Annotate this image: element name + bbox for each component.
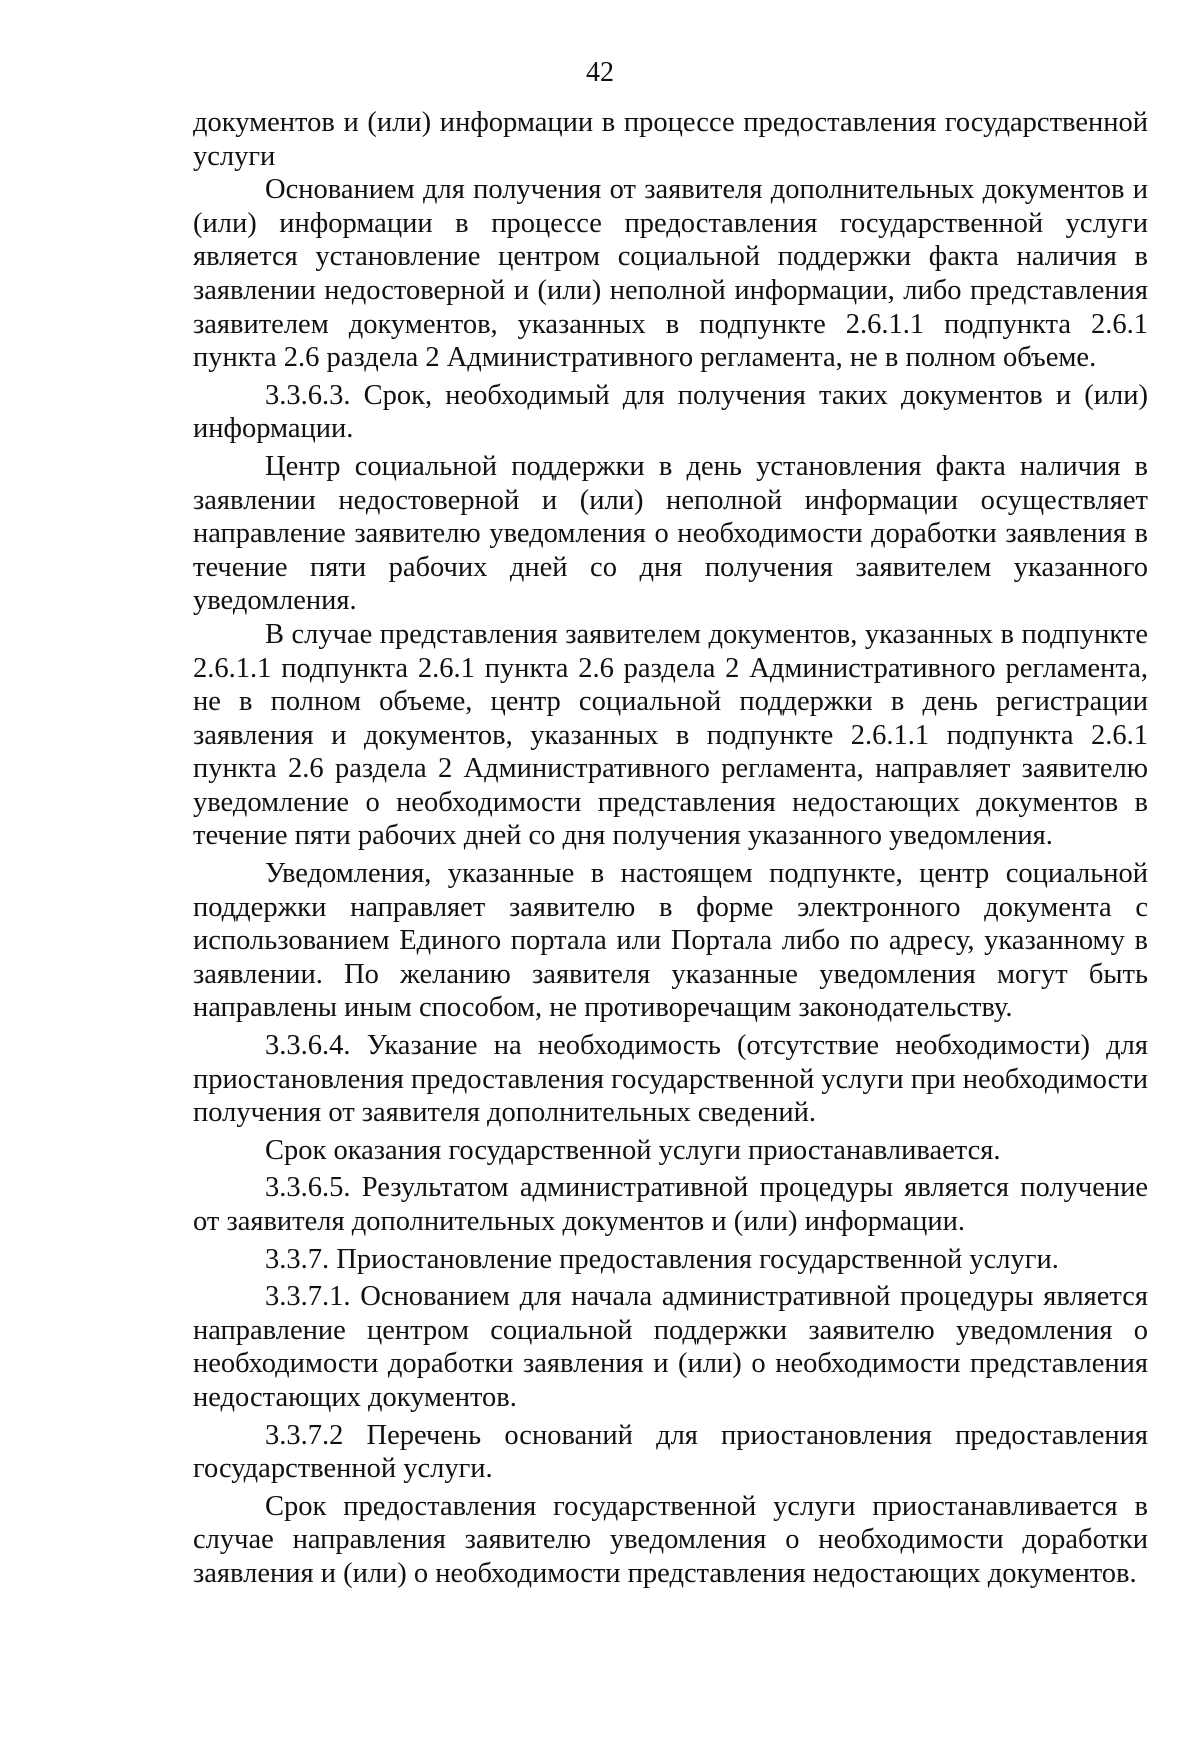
- paragraph-3-3-7-2: 3.3.7.2 Перечень оснований для приостановления предоставления государственной услуги.: [193, 1419, 1148, 1485]
- paragraph-3-3-7-1: 3.3.7.1. Основанием для начала административной процедуры является направление центром социальной поддержки заявителю уведомления о необходимости доработки заявления и (или) о необходимости представления недостающих документов.: [193, 1281, 1148, 1413]
- paragraph-3-3-7: 3.3.7. Приостановление предоставления государственной услуги.: [265, 1243, 1059, 1275]
- paragraph-social-center: Центр социальной поддержки в день установления факта наличия в заявлении недостоверной и (или) неполной информации осуществляет направление заявителю уведомления о необходимости доработки заявления в течение пяти рабочих дней со дня получения заявителем указанного уведомления.: [193, 450, 1148, 617]
- paragraph-heading-continuation: документов и (или) информации в процессе предоставления государственной услуги: [193, 107, 1148, 172]
- paragraph-grounds: Основанием для получения от заявителя дополнительных документов и (или) информации в процессе предоставления государственной услуги является установление центром социальной поддержки факта наличия в заявлении недостоверной и (или) неполной информации, либо представления заявителем документов, указанных в подпункте 2.6.1.1 подпункта 2.6.1 пункта 2.6 раздела 2 Административного регламента, не в полном объеме.: [193, 174, 1148, 374]
- document-body: [193, 106, 1148, 1591]
- page-number: 42: [586, 57, 614, 88]
- paragraph-3-3-6-4: 3.3.6.4. Указание на необходимость (отсутствие необходимости) для приостановления предоставления государственной услуги при необходимости получения от заявителя дополнительных сведений.: [193, 1030, 1148, 1129]
- paragraph-3-3-6-3: 3.3.6.3. Срок, необходимый для получения таких документов и (или) информации.: [193, 379, 1148, 445]
- paragraph-3-3-6-5: 3.3.6.5. Результатом административной процедуры является получение от заявителя дополнительных документов и (или) информации.: [193, 1172, 1148, 1237]
- paragraph-incomplete-documents: В случае представления заявителем документов, указанных в подпункте 2.6.1.1 подпункта 2.6.1 пункта 2.6 раздела 2 Административного регламента, не в полном объеме, центр социальной поддержки в день регистрации заявления и документов, указанных в подпункте 2.6.1.1 подпункта 2.6.1 пункта 2.6 раздела 2 Административного регламента, направляет заявителю уведомление о необходимости представления недостающих документов в течение пяти рабочих дней со дня получения указанного уведомления.: [193, 618, 1148, 852]
- paragraph-final-term: Срок предоставления государственной услуги приостанавливается в случае направления заявителю уведомления о необходимости доработки заявления и (или) о необходимости представления недостающих документов.: [193, 1490, 1148, 1589]
- paragraph-suspension-term: Срок оказания государственной услуги приостанавливается.: [265, 1134, 1001, 1166]
- paragraph-notifications: Уведомления, указанные в настоящем подпункте, центр социальной поддержки направляет заявителю в форме электронного документа с использованием Единого портала или Портала либо по адресу, указанному в заявлении. По желанию заявителя указанные уведомления могут быть направлены иным способом, не противоречащим законодательству.: [193, 858, 1148, 1024]
